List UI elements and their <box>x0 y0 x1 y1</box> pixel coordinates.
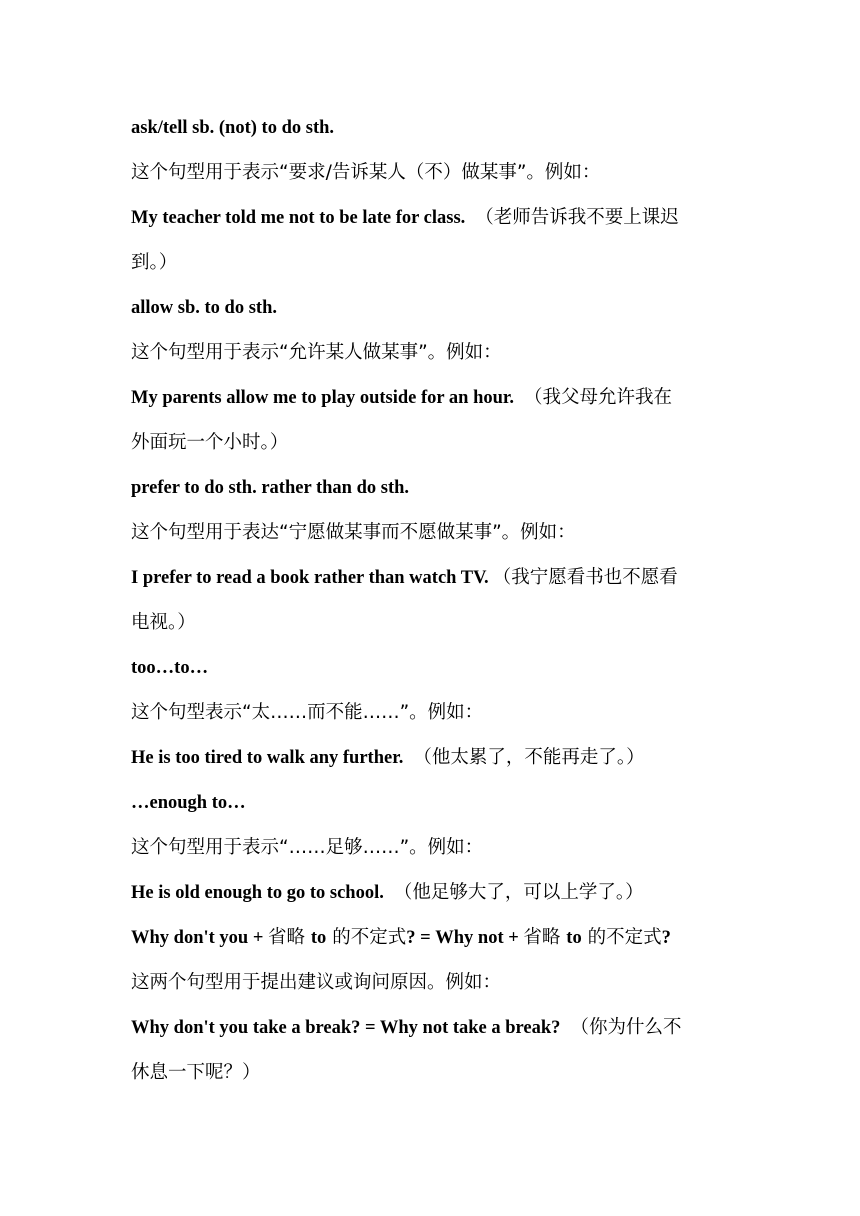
description-text: 这个句型用于表达“宁愿做某事而不愿做某事”。例如： <box>131 522 576 543</box>
example-translation-cont: 外面玩一个小时。） <box>131 432 289 453</box>
example-sentence <box>131 870 741 915</box>
pattern-part: to <box>566 928 582 948</box>
pattern-description <box>131 510 741 555</box>
pattern-heading <box>131 465 741 510</box>
pattern-heading <box>131 915 741 960</box>
example-english: Why don't you take a break? = Why not take a break? <box>131 1018 561 1038</box>
description-text: 这个句型用于表示“……足够……”。例如： <box>131 837 484 858</box>
example-translation-cont: 休息一下呢？） <box>131 1062 261 1083</box>
example-sentence <box>131 375 741 420</box>
pattern-text: ask/tell sb. (not) to do sth. <box>131 118 335 138</box>
pattern-heading <box>131 105 741 150</box>
example-english: He is old enough to go to school. <box>131 883 384 903</box>
description-text: 这个句型表示“太……而不能……”。例如： <box>131 702 484 723</box>
pattern-text: …enough to… <box>131 793 246 813</box>
example-english: I prefer to read a book rather than watch TV. <box>131 568 489 588</box>
example-english: He is too tired to walk any further. <box>131 748 404 768</box>
example-sentence <box>131 195 741 240</box>
pattern-heading <box>131 645 741 690</box>
example-translation-cont: 到。） <box>131 252 178 273</box>
pattern-part: 省略 <box>523 927 567 948</box>
example-sentence <box>131 735 741 780</box>
document-body <box>131 105 741 1095</box>
pattern-part: to <box>310 928 327 948</box>
example-translation: （老师告诉我不要上课迟 <box>475 207 679 228</box>
example-continuation <box>131 1050 741 1095</box>
pattern-description <box>131 690 741 735</box>
example-continuation <box>131 600 741 645</box>
example-translation: （我宁愿看书也不愿看 <box>492 567 678 588</box>
description-text: 这两个句型用于提出建议或询问原因。例如： <box>131 972 502 993</box>
example-translation: （我父母允许我在 <box>524 387 673 408</box>
example-english: My parents allow me to play outside for an hour. <box>131 388 515 408</box>
pattern-text: prefer to do sth. rather than do sth. <box>131 478 410 498</box>
example-continuation <box>131 240 741 285</box>
example-sentence <box>131 555 741 600</box>
pattern-description <box>131 960 741 1005</box>
pattern-part: ? = Why not + <box>406 928 524 948</box>
example-translation: （他太累了，不能再走了。） <box>413 747 645 768</box>
pattern-part: 的不定式 <box>581 927 662 948</box>
pattern-description <box>131 150 741 195</box>
description-text: 这个句型用于表示“允许某人做某事”。例如： <box>131 342 502 363</box>
pattern-part: 的不定式 <box>326 927 407 948</box>
example-translation: （他足够大了，可以上学了。） <box>393 882 644 903</box>
pattern-part: ? <box>661 928 671 948</box>
example-english: My teacher told me not to be late for class. <box>131 208 466 228</box>
example-translation-cont: 电视。） <box>131 612 196 633</box>
pattern-part: 省略 <box>268 927 311 948</box>
example-translation: （你为什么不 <box>570 1017 682 1038</box>
pattern-description <box>131 330 741 375</box>
example-continuation <box>131 420 741 465</box>
description-text: 这个句型用于表示“要求/告诉某人（不）做某事”。例如： <box>131 162 601 183</box>
example-sentence <box>131 1005 741 1050</box>
pattern-part: Why don't you + <box>131 928 268 948</box>
pattern-text: allow sb. to do sth. <box>131 298 277 318</box>
pattern-description <box>131 825 741 870</box>
pattern-text: too…to… <box>131 658 209 678</box>
pattern-heading <box>131 285 741 330</box>
pattern-heading <box>131 780 741 825</box>
